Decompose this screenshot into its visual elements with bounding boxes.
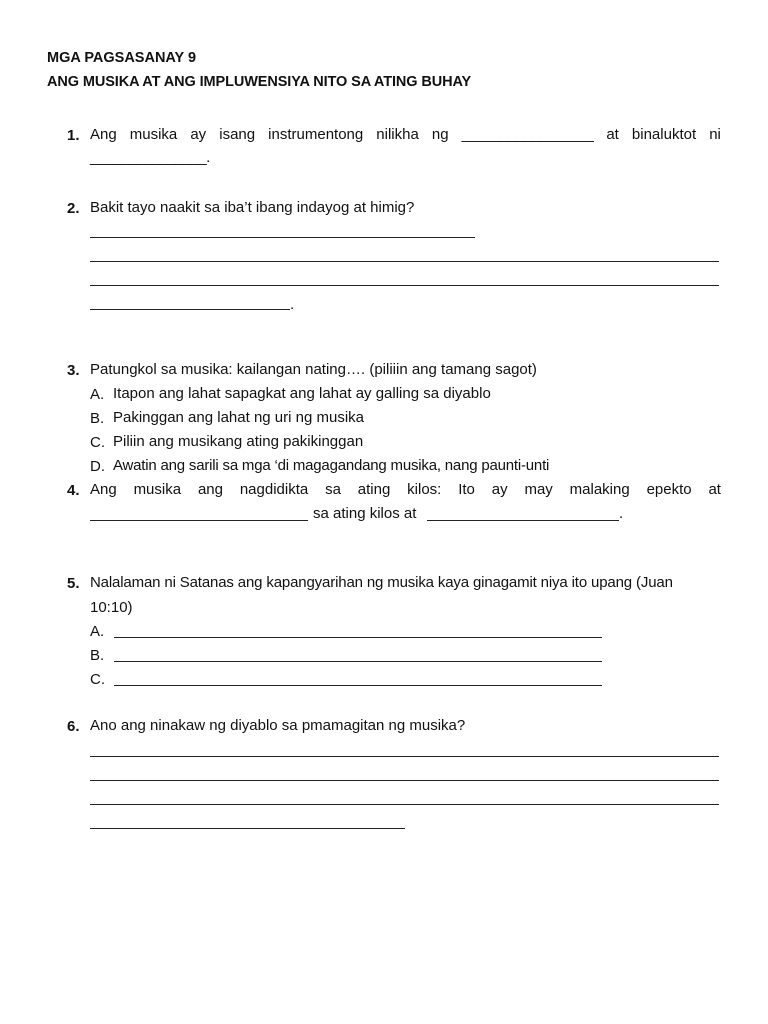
question-1-number: 1. bbox=[67, 127, 80, 144]
question-6-answer-line-2[interactable] bbox=[90, 780, 719, 781]
question-1-text bbox=[90, 127, 721, 142]
question-1-word: instrumentong bbox=[268, 126, 364, 143]
question-4-word: malaking bbox=[569, 481, 630, 498]
question-3-choice-b[interactable]: Pakinggan ang lahat ng uri ng musika bbox=[113, 409, 365, 426]
question-4-word: sa bbox=[325, 481, 341, 498]
question-2-answer-line-1[interactable] bbox=[90, 237, 475, 238]
question-2-number: 2. bbox=[67, 200, 80, 217]
question-2-answer-line-2[interactable] bbox=[90, 261, 719, 262]
question-6-text: Ano ang ninakaw ng diyablo sa pmamagitan ng musika? bbox=[90, 717, 466, 734]
question-2-answer-line-4[interactable] bbox=[90, 309, 290, 310]
question-3-number: 3. bbox=[67, 362, 80, 379]
question-3-choice-d[interactable]: Awatin ang sarili sa mga ‘di magagandang musika, nang paunti-unti bbox=[113, 457, 550, 474]
question-2-period: . bbox=[290, 296, 295, 313]
question-4-middle-text: sa ating kilos at bbox=[313, 505, 417, 522]
question-3-text: Patungkol sa musika: kailangan nating…. (piliiin ang tamang sagot) bbox=[90, 361, 537, 378]
question-1-word: isang bbox=[219, 126, 256, 143]
question-1-blank-2[interactable]: _______________. bbox=[90, 149, 210, 166]
question-5-number: 5. bbox=[67, 575, 80, 592]
question-3-choice-a-letter: A. bbox=[90, 386, 105, 403]
question-5-text-cont: 10:10) bbox=[90, 599, 133, 616]
question-5-letter-c: C. bbox=[90, 671, 105, 688]
question-4-word: ay bbox=[491, 481, 508, 498]
question-4-word: at bbox=[708, 481, 721, 498]
question-1-word: binaluktot bbox=[631, 126, 697, 143]
worksheet-subtitle: ANG MUSIKA AT ANG IMPLUWENSIYA NITO SA ATING BUHAY bbox=[47, 74, 472, 90]
question-3-choice-b-letter: B. bbox=[90, 410, 105, 427]
question-4-word: ating bbox=[357, 481, 391, 498]
question-5-text: Nalalaman ni Satanas ang kapangyarihan ng musika kaya ginagamit niya ito upang (Juan bbox=[90, 574, 673, 591]
question-4-word: nagdidikta bbox=[239, 481, 309, 498]
question-4-period: . bbox=[619, 505, 624, 522]
question-4-text bbox=[90, 482, 721, 497]
question-4-blank-2[interactable] bbox=[427, 520, 619, 521]
question-1-word: musika bbox=[129, 126, 178, 143]
question-3-choice-a[interactable]: Itapon ang lahat sapagkat ang lahat ay galling sa diyablo bbox=[113, 385, 491, 402]
question-5-letter-b: B. bbox=[90, 647, 105, 664]
question-4-word: Ito bbox=[458, 481, 475, 498]
question-6-number: 6. bbox=[67, 718, 80, 735]
question-1-word: at bbox=[606, 126, 619, 143]
question-3-choice-c-letter: C. bbox=[90, 434, 105, 451]
question-4-number: 4. bbox=[67, 482, 80, 499]
question-4-blank-1[interactable] bbox=[90, 520, 308, 521]
question-1-word: Ang bbox=[90, 126, 117, 143]
question-5-answer-a[interactable] bbox=[114, 637, 602, 638]
question-4-word: Ang bbox=[90, 481, 117, 498]
question-6-answer-line-3[interactable] bbox=[90, 804, 719, 805]
worksheet-title: MGA PAGSASANAY 9 bbox=[47, 50, 197, 66]
question-2-answer-line-3[interactable] bbox=[90, 285, 719, 286]
question-3-choice-c[interactable]: Piliin ang musikang ating pakikinggan bbox=[113, 433, 364, 450]
question-5-answer-b[interactable] bbox=[114, 661, 602, 662]
question-1-word: ni bbox=[709, 126, 721, 143]
question-4-word: kilos: bbox=[407, 481, 442, 498]
question-4-word: musika bbox=[133, 481, 182, 498]
question-4-word: may bbox=[524, 481, 553, 498]
question-5-letter-a: A. bbox=[90, 623, 105, 640]
question-6-answer-line-1[interactable] bbox=[90, 756, 719, 757]
question-2-text: Bakit tayo naakit sa iba’t ibang indayog at himig? bbox=[90, 199, 415, 216]
question-6-answer-line-4[interactable] bbox=[90, 828, 405, 829]
question-1-word[interactable]: _________________ bbox=[461, 126, 594, 143]
question-4-word: epekto bbox=[646, 481, 692, 498]
question-5-answer-c[interactable] bbox=[114, 685, 602, 686]
question-1-word: ay bbox=[190, 126, 207, 143]
question-1-word: ng bbox=[431, 126, 449, 143]
question-4-word: ang bbox=[197, 481, 223, 498]
question-3-choice-d-letter: D. bbox=[90, 458, 105, 475]
question-1-word: nilikha bbox=[376, 126, 419, 143]
